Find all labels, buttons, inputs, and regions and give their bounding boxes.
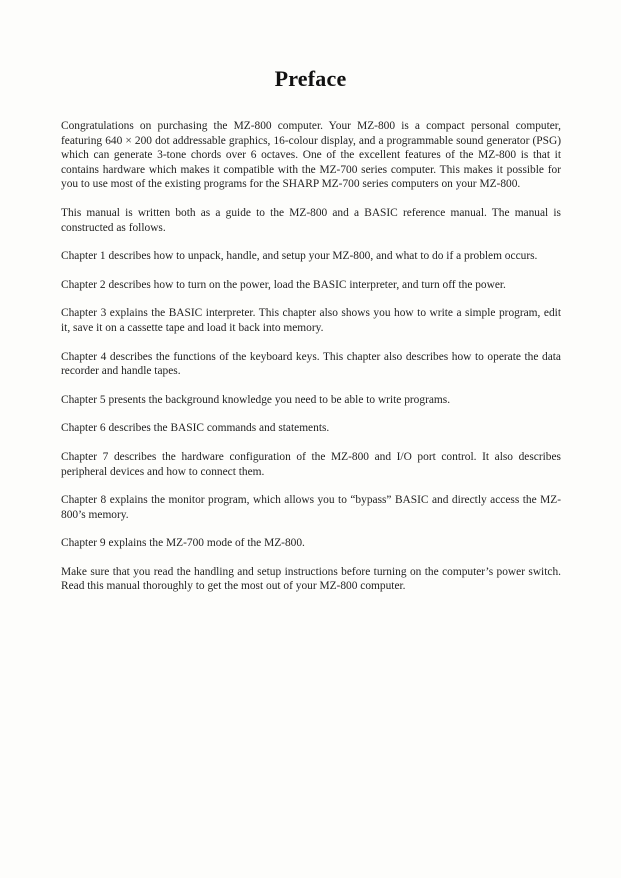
paragraph-manual-overview: This manual is written both as a guide to the MZ-800 and a BASIC reference manual. The manual is constructed as follows. bbox=[61, 206, 561, 234]
page-title: Preface bbox=[274, 66, 347, 91]
paragraph-chapter-6: Chapter 6 describes the BASIC commands and statements. bbox=[61, 422, 330, 435]
paragraph-chapter-2: Chapter 2 describes how to turn on the power, load the BASIC interpreter, and turn off the power. bbox=[61, 278, 506, 291]
paragraph-chapter-9: Chapter 9 explains the MZ-700 mode of the MZ-800. bbox=[61, 537, 305, 550]
paragraph-introduction: Congratulations on purchasing the MZ-800 computer. Your MZ-800 is a compact personal computer, featuring 640 × 200 dot addressable graphics, 16-colour display, and a programmable sound generator (PSG) which can generate 3-tone chords over 6 octaves. One of the excellent features of the MZ-800 is that it contains hardware which makes it compatible with the MZ-700 series computer. This makes it possible for you to use most of the existing programs for the SHARP MZ-700 series computers on your MZ-800. bbox=[61, 120, 561, 191]
paragraph-closing-note: Make sure that you read the handling and setup instructions before turning on the computer’s power switch. Read this manual thoroughly to get the most out of your MZ-800 computer. bbox=[61, 565, 561, 593]
paragraph-chapter-3: Chapter 3 explains the BASIC interpreter. This chapter also shows you how to write a simple program, edit it, save it on a cassette tape and load it back into memory. bbox=[61, 307, 561, 334]
paragraph-chapter-5: Chapter 5 presents the background knowledge you need to be able to write programs. bbox=[61, 393, 451, 406]
preface-body bbox=[61, 119, 561, 608]
paragraph-chapter-1: Chapter 1 describes how to unpack, handle, and setup your MZ-800, and what to do if a problem occurs. bbox=[61, 250, 538, 263]
paragraph-chapter-4: Chapter 4 describes the functions of the keyboard keys. This chapter also describes how to operate the data recorder and handle tapes. bbox=[61, 350, 561, 378]
paragraph-chapter-8: Chapter 8 explains the monitor program, which allows you to “bypass” BASIC and directly access the MZ-800’s memory. bbox=[61, 494, 561, 521]
paragraph-chapter-7: Chapter 7 describes the hardware configuration of the MZ-800 and I/O port control. It also describes peripheral devices and how to connect them. bbox=[61, 450, 561, 478]
